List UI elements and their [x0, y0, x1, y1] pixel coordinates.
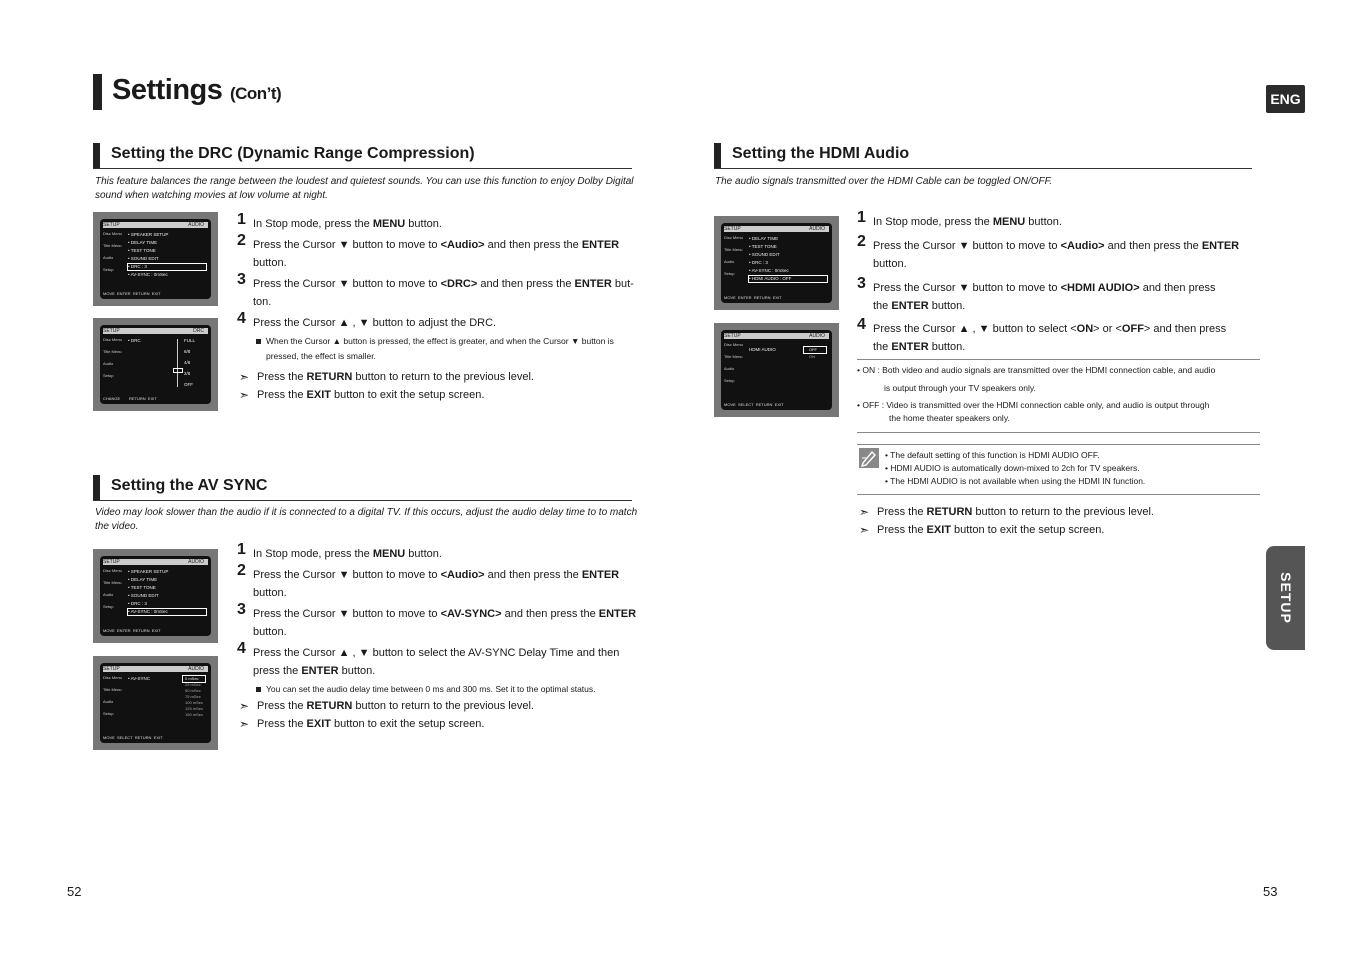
- hdmi-steps: 1 In Stop mode, press the MENU button. 2 Press the Cursor ▼ button to move to <Audio> and then press the ENTER button. 3 Press the Cursor ▼ button to move to <HDMI AUDIO> and then press the ENTER button. 4 Press the Cursor ▲ , ▼ button to select <ON> or <OFF> and then press the ENTER button.: [857, 209, 1240, 353]
- page-number-left: 52: [67, 884, 82, 899]
- osd-audio-menu-drc: SETUP AUDIO Disc Menu Title Menu Audio Setup • SPEAKER SETUP • DELAY TIME • TEST TONE • SOUND EDIT • DRC : 3 • AV-SYNC : 0mSec MOVE ENTER RETURN EXIT: [93, 212, 218, 306]
- drc-intro: This feature balances the range between the loudest and quietest sounds. You can use this function to enjoy Dolby Digital sound when watching movies at low volume at night.: [95, 176, 634, 201]
- drc-return-exit: ➣ Press the RETURN button to return to the previous level. ➣ Press the EXIT button to exit the setup screen.: [239, 370, 534, 402]
- setup-side-tab: SETUP: [1266, 546, 1305, 650]
- osd-audio-menu-avsync: SETUP AUDIO Disc Menu Title Menu Audio Setup • SPEAKER SETUP • DELAY TIME • TEST TONE • SOUND EDIT • DRC : 3 • AV-SYNC : 0mSec MOVE ENTER RETURN EXIT: [93, 549, 218, 643]
- osd-drc-scale: SETUP DRC Disc Menu Title Menu Audio Setup • DRC FULL 6/8 4/8 2/8 OFF CHANGE RETURN EXIT: [93, 318, 218, 411]
- hdmi-return-exit: ➣ Press the RETURN button to return to the previous level. ➣ Press the EXIT button to exit the setup screen.: [859, 505, 1154, 537]
- avsync-steps: 1 In Stop mode, press the MENU button. 2 Press the Cursor ▼ button to move to <Audio> and then press the ENTER button. 3 Press the Cursor ▼ button to move to <AV-SYNC> and then press the ENTER button. 4 Press the Cursor ▲ , ▼ button to select the AV-SYNC Delay Time and then press the ENTER button. You can set the audio delay time between 0 ms and 300 ms. Set it to the optimal status.: [237, 541, 637, 694]
- page-number-right: 53: [1263, 884, 1278, 899]
- page-title: Settings (Con’t): [112, 74, 282, 106]
- osd-hdmi-options: SETUP AUDIO Disc Menu Title Menu Audio Setup HDMI AUDIO OFF ON MOVE SELECT RETURN EXIT: [714, 323, 839, 417]
- hdmi-on-off-description: • ON : Both video and audio signals are transmitted over the HDMI connection cable, and audio is output through your TV speakers only. • OFF : Video is transmitted over the HDMI connection cable only, and audio is output through the home theater speakers only.: [857, 359, 1260, 433]
- avsync-return-exit: ➣ Press the RETURN button to return to the previous level. ➣ Press the EXIT button to exit the setup screen.: [239, 699, 534, 731]
- osd-avsync-options: SETUP AUDIO Disc Menu Title Menu Audio Setup • AV-SYNC 0 mSec 25 mSec 50 mSec 75 mSec 100 mSec 125 mSec 150 mSec MOVE SELECT RETURN EXIT: [93, 656, 218, 750]
- avsync-section-heading: Setting the AV SYNC: [93, 475, 632, 501]
- hdmi-notes: • The default setting of this function is HDMI AUDIO OFF. • HDMI AUDIO is automatically down-mixed to 2ch for TV speakers. • The HDMI AUDIO is not available when using the HDMI IN function.: [857, 444, 1260, 495]
- avsync-intro: Video may look slower than the audio if it is connected to a digital TV. If this occurs, adjust the audio delay time to to match the video.: [95, 507, 638, 532]
- hdmi-intro: The audio signals transmitted over the HDMI Cable can be toggled ON/OFF.: [715, 176, 1053, 187]
- title-bar-accent: [93, 74, 102, 110]
- drc-section-heading: Setting the DRC (Dynamic Range Compression): [93, 143, 632, 169]
- hdmi-section-heading: Setting the HDMI Audio: [714, 143, 1252, 169]
- osd-audio-menu-hdmi: SETUP AUDIO Disc Menu Title Menu Audio Setup • DELAY TIME • TEST TONE • SOUND EDIT • DRC : 3 • AV-SYNC : 0mSec • HDMI AUDIO : OFF MOVE ENTER RETURN EXIT: [714, 216, 839, 310]
- language-tab: ENG: [1266, 85, 1305, 113]
- drc-steps: 1 In Stop mode, press the MENU button. 2 Press the Cursor ▼ button to move to <Audio> and then press the ENTER button. 3 Press the Cursor ▼ button to move to <DRC> and then press the ENTER but- ton. 4 Press the Cursor ▲ , ▼ button to adjust the DRC. When the Cursor ▲ button is pressed, the effect is greater, and when the Cursor ▼ button is pressed, the effect is smaller.: [237, 211, 634, 361]
- note-pencil-icon: [859, 448, 879, 468]
